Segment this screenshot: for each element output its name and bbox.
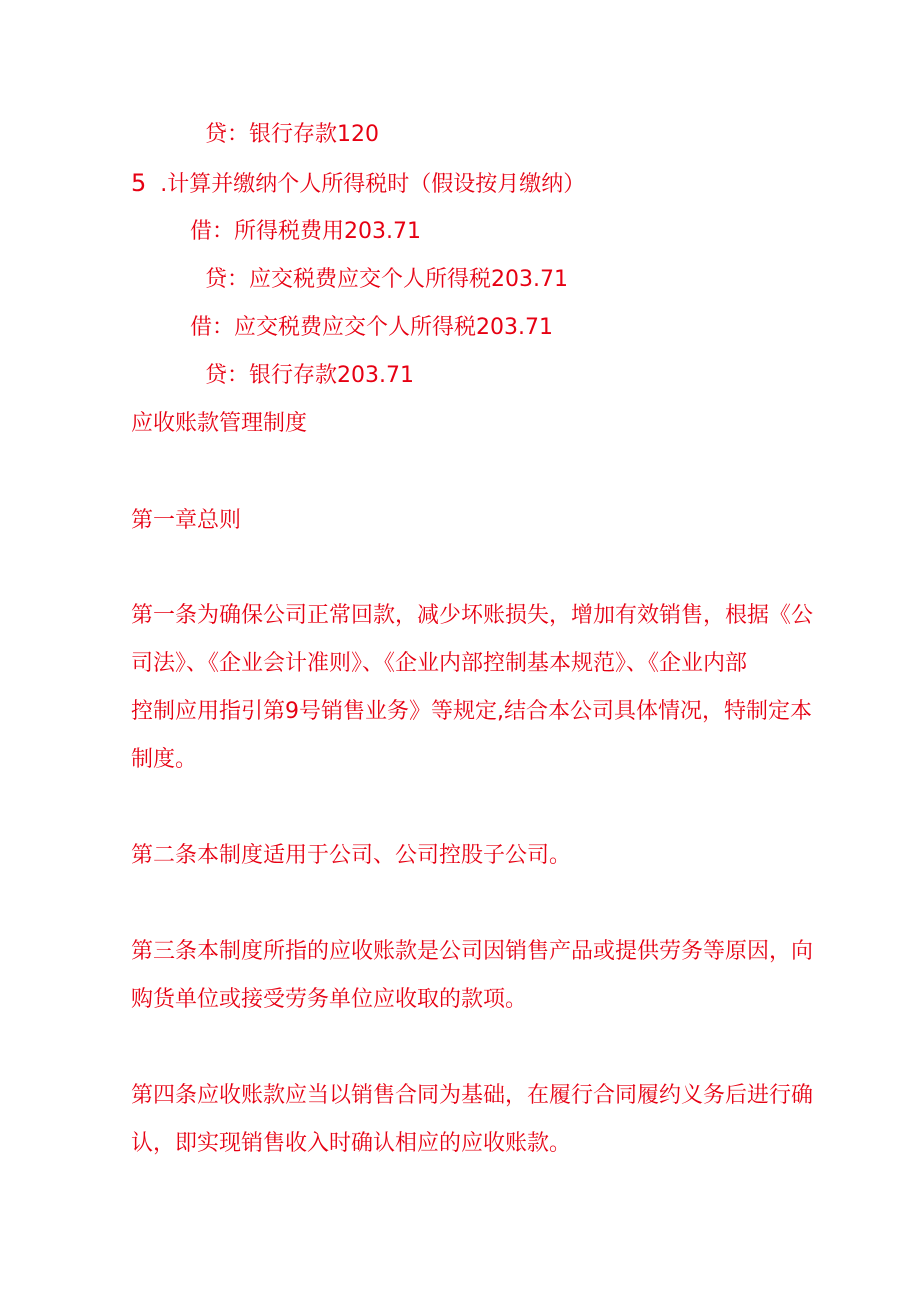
article-3-line-2: 购货单位或接受劳务单位应收取的款项。 [131,987,528,1012]
article-1-line-3: 控制应用指引第9号销售业务》等规定,结合本公司具体情况，特制定本 [131,699,812,724]
article-1-line-1: 第一条为确保公司正常回款，减少坏账损失，增加有效销售，根据《公 [131,603,814,628]
step-5-heading [131,168,585,200]
entry-credit-bank-203: 贷：银行存款203.71 [205,363,414,388]
entry-credit-tax-payable: 贷：应交税费应交个人所得税203.71 [205,267,568,292]
document-title: 应收账款管理制度 [131,411,308,436]
step-number: 5 [131,169,147,197]
article-2: 第二条本制度适用于公司、公司控股子公司。 [131,843,572,868]
step-text: .计算并缴纳个人所得税时（假设按月缴纳） [160,172,586,197]
article-1-line-2: 司法》、《企业会计准则》、《企业内部控制基本规范》、《企业内部 [131,651,748,676]
article-1-line-4: 制度。 [131,747,198,772]
entry-credit-bank-120: 贷：银行存款120 [205,122,379,147]
entry-debit-income-tax-expense: 借：所得税费用203.71 [190,219,421,244]
entry-debit-tax-payable: 借：应交税费应交个人所得税203.71 [190,315,553,340]
article-3-line-1: 第三条本制度所指的应收账款是公司因销售产品或提供劳务等原因，向 [131,939,814,964]
article-4-line-1: 第四条应收账款应当以销售合同为基础，在履行合同履约义务后进行确 [131,1083,814,1108]
article-4-line-2: 认，即实现销售收入时确认相应的应收账款。 [131,1131,572,1156]
chapter-heading: 第一章总则 [131,508,242,533]
